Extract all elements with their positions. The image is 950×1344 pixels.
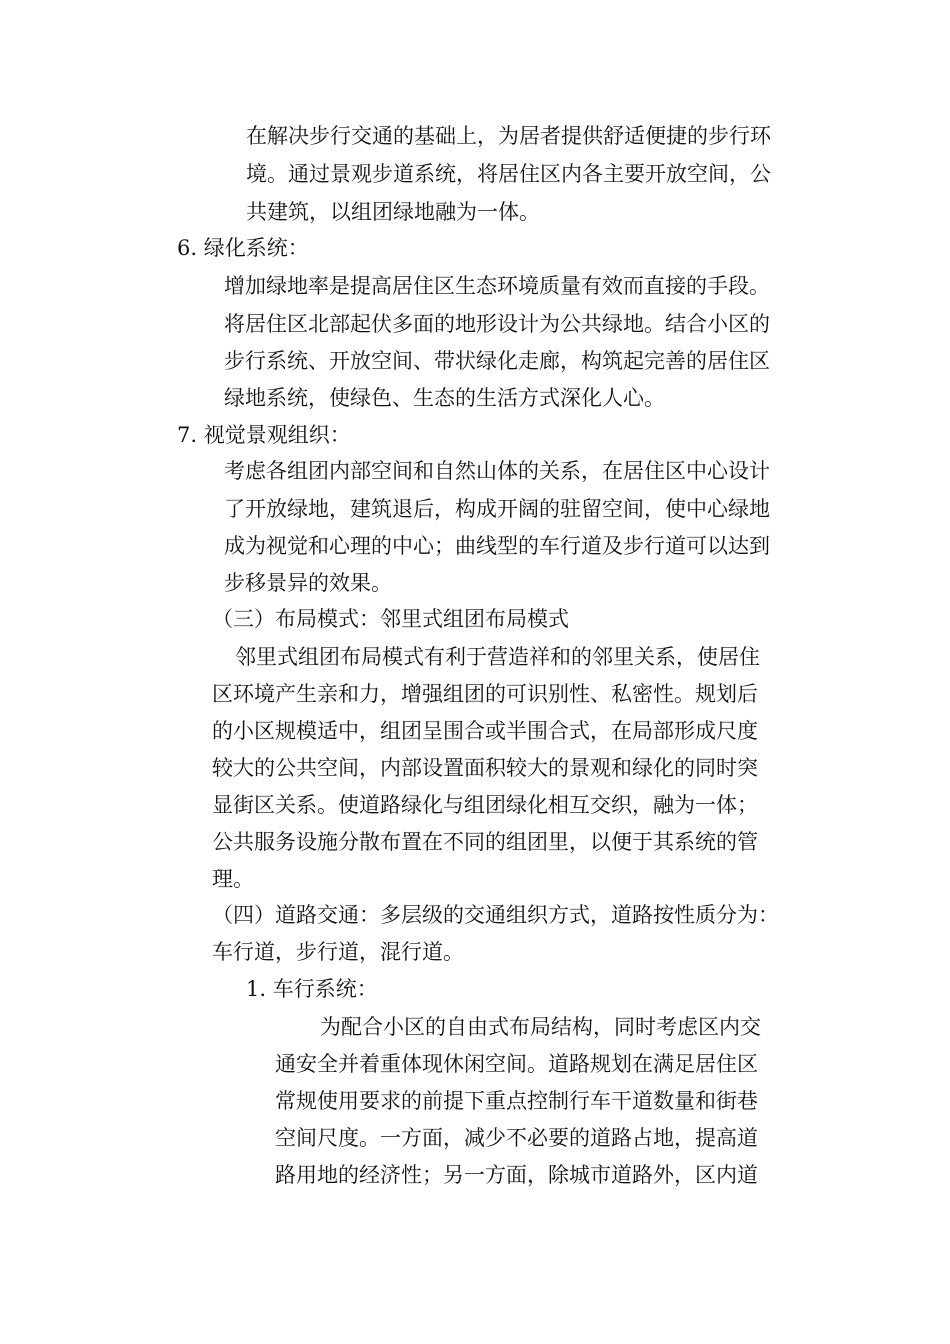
paragraph-line: 较大的公共空间，内部设置面积较大的景观和绿化的同时突 <box>212 756 758 780</box>
paragraph-line: 考虑各组团内部空间和自然山体的关系，在居住区中心设计 <box>224 459 770 483</box>
paragraph-line: 将居住区北部起伏多面的地形设计为公共绿地。结合小区的 <box>224 312 770 336</box>
paragraph-line: 步行系统、开放空间、带状绿化走廊，构筑起完善的居住区 <box>224 349 770 373</box>
paragraph-line: 步移景异的效果。 <box>224 571 392 595</box>
paragraph-line: 常规使用要求的前提下重点控制行车干道数量和街巷 <box>275 1089 758 1113</box>
paragraph-line: 空间尺度。一方面，减少不必要的道路占地，提高道 <box>275 1126 758 1150</box>
section-heading-4-cont: 车行道，步行道，混行道。 <box>212 940 464 964</box>
paragraph-line: 路用地的经济性；另一方面，除城市道路外，区内道 <box>275 1163 758 1187</box>
section-heading-4: （四）道路交通：多层级的交通组织方式，道路按性质分为： <box>212 903 779 927</box>
paragraph-line: 境。通过景观步道系统，将居住区内各主要开放空间，公 <box>246 162 771 186</box>
paragraph-line: 在解决步行交通的基础上，为居者提供舒适便捷的步行环 <box>246 124 771 148</box>
paragraph-line: 成为视觉和心理的中心；曲线型的车行道及步行道可以达到 <box>224 534 770 558</box>
paragraph-line: 理。 <box>212 867 254 891</box>
section-heading-3: （三）布局模式：邻里式组团布局模式 <box>212 607 569 631</box>
paragraph-line: 显街区关系。使道路绿化与组团绿化相互交织，融为一体； <box>212 793 758 817</box>
paragraph-line: 的小区规模适中，组团呈围合或半围合式，在局部形成尺度 <box>212 719 758 743</box>
list-heading-6: 6. 绿化系统： <box>177 236 309 260</box>
paragraph-line: 了开放绿地，建筑退后，构成开阔的驻留空间，使中心绿地 <box>224 497 770 521</box>
list-heading-7: 7. 视觉景观组织： <box>177 423 351 447</box>
paragraph-line: 邻里式组团布局模式有利于营造祥和的邻里关系，使居住 <box>235 645 760 669</box>
paragraph-line: 绿地系统，使绿色、生态的生活方式深化人心。 <box>224 386 665 410</box>
paragraph-line: 区环境产生亲和力，增强组团的可识别性、私密性。规划后 <box>212 682 758 706</box>
paragraph-line: 共建筑，以组团绿地融为一体。 <box>246 200 540 224</box>
paragraph-line: 通安全并着重体现休闲空间。道路规划在满足居住区 <box>275 1052 758 1076</box>
paragraph-line: 公共服务设施分散布置在不同的组团里，以便于其系统的管 <box>212 830 758 854</box>
paragraph-line: 为配合小区的自由式布局结构，同时考虑区内交 <box>320 1015 761 1039</box>
paragraph-line: 增加绿地率是提高居住区生态环境质量有效而直接的手段。 <box>224 274 770 298</box>
list-heading-1: 1. 车行系统： <box>246 977 378 1001</box>
